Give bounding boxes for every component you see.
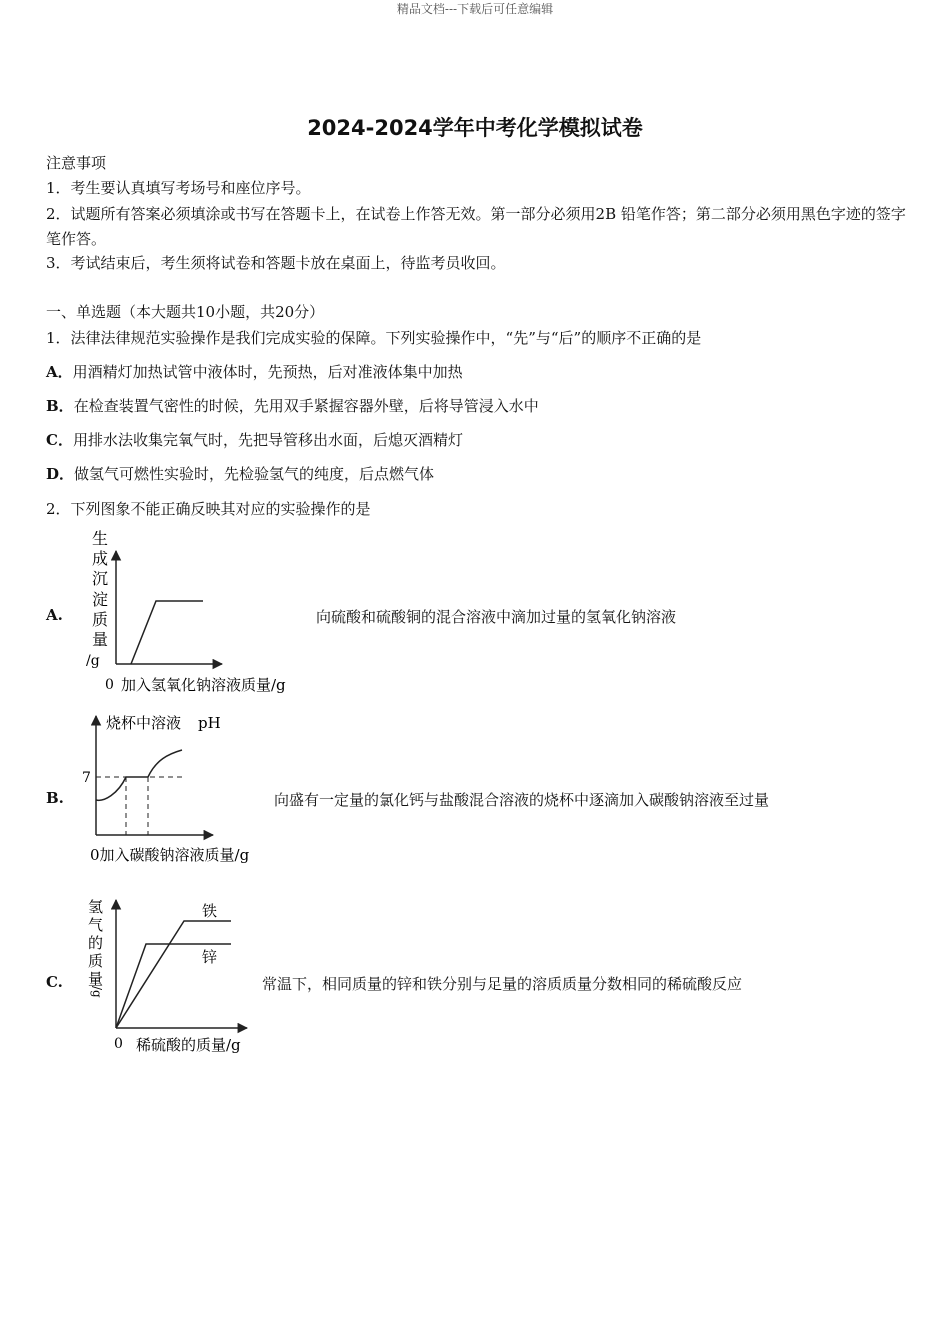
option-text: 在检查装置气密性的时候，先用双手紧握容器外壁，后将导管浸入水中 bbox=[73, 397, 539, 415]
y-axis-label-char: 成 bbox=[92, 549, 109, 568]
origin-label: 0 bbox=[105, 677, 114, 693]
option-label: D． bbox=[46, 465, 75, 483]
x-axis-label: 0加入碳酸钠溶液质量/g bbox=[90, 846, 250, 864]
question-2-stem: 2．下列图象不能正确反映其对应的实验操作的是 bbox=[46, 500, 371, 518]
y-axis-unit: /g bbox=[90, 986, 104, 998]
option-label: A． bbox=[46, 363, 73, 381]
y-axis-label-char: 沉 bbox=[92, 569, 109, 588]
q2-option-c-label: C. bbox=[46, 973, 63, 991]
section-heading: 一、单选题（本大题共10小题，共20分） bbox=[46, 303, 325, 321]
option-text: 做氢气可燃性实验时，先检验氢气的纯度，后点燃气体 bbox=[74, 465, 435, 483]
tick-label-7: 7 bbox=[82, 770, 91, 786]
curve bbox=[131, 601, 203, 664]
q1-option-a bbox=[46, 361, 463, 382]
y-axis-label-char: 量 bbox=[92, 630, 109, 649]
graph-b bbox=[76, 708, 276, 868]
y-axis-label-char: 质 bbox=[92, 610, 109, 629]
y-axis-label-char: 的 bbox=[88, 934, 104, 952]
curve bbox=[96, 750, 182, 800]
q2-option-b-label: B. bbox=[46, 789, 64, 807]
y-axis-label: 烧杯中溶液 bbox=[106, 714, 182, 732]
q2-option-c-text: 常温下，相同质量的锌和铁分别与足量的溶质质量分数相同的稀硫酸反应 bbox=[262, 975, 743, 993]
y-axis-label-char: 氢 bbox=[88, 898, 104, 916]
q1-option-d bbox=[46, 463, 434, 484]
notice-item: 3．考试结束后，考生须将试卷和答题卡放在桌面上，待监考员收回。 bbox=[46, 254, 506, 272]
x-axis-label: 稀硫酸的质量/g bbox=[136, 1036, 241, 1054]
graph-a bbox=[76, 525, 316, 700]
zinc-label: 锌 bbox=[202, 948, 218, 966]
question-1-stem: 1．法律法律规范实验操作是我们完成实验的保障。下列实验操作中，“先”与“后”的顺序不正确的是 bbox=[46, 329, 702, 347]
y-axis-label-char: 生 bbox=[92, 529, 109, 548]
watermark: 精品文档---下载后可任意编辑 bbox=[396, 2, 554, 16]
y-axis-label-char: 淀 bbox=[92, 590, 109, 609]
iron-label: 铁 bbox=[202, 902, 218, 920]
notice-item: 1．考生要认真填写考场号和座位序号。 bbox=[46, 179, 311, 197]
page-title: 2024-2024学年中考化学模拟试卷 bbox=[307, 116, 643, 140]
iron-curve bbox=[116, 921, 231, 1028]
notice-heading: 注意事项 bbox=[46, 154, 107, 172]
option-text: 用酒精灯加热试管中液体时，先预热，后对准液体集中加热 bbox=[72, 363, 463, 381]
q2-option-a-text: 向硫酸和硫酸铜的混合溶液中滴加过量的氢氧化钠溶液 bbox=[316, 608, 677, 626]
graph-c bbox=[76, 890, 276, 1062]
q2-option-a-label: A. bbox=[46, 606, 63, 624]
x-axis-label: 加入氢氧化钠溶液质量/g bbox=[121, 676, 286, 694]
y-axis-unit: /g bbox=[86, 653, 100, 669]
notice-item: 2．试题所有答案必须填涂或书写在答题卡上，在试卷上作答无效。第一部分必须用2B 铅笔作答；第二部分必须用黑色字迹的签字笔作答。 bbox=[46, 205, 906, 248]
q2-option-b-text: 向盛有一定量的氯化钙与盐酸混合溶液的烧杯中逐滴加入碳酸钠溶液至过量 bbox=[274, 791, 770, 809]
option-text: 用排水法收集完氧气时，先把导管移出水面，后熄灭酒精灯 bbox=[72, 431, 463, 449]
y-axis-label-char: 气 bbox=[88, 916, 104, 934]
option-label: C． bbox=[46, 431, 73, 449]
q1-option-c bbox=[46, 429, 463, 450]
origin-label: 0 bbox=[114, 1036, 123, 1052]
option-label: B． bbox=[46, 397, 74, 415]
y-axis-unit: pH bbox=[198, 714, 221, 732]
y-axis-label-char: 量 bbox=[88, 970, 104, 988]
q1-option-b bbox=[46, 395, 539, 416]
y-axis-label-char: 质 bbox=[88, 952, 104, 970]
